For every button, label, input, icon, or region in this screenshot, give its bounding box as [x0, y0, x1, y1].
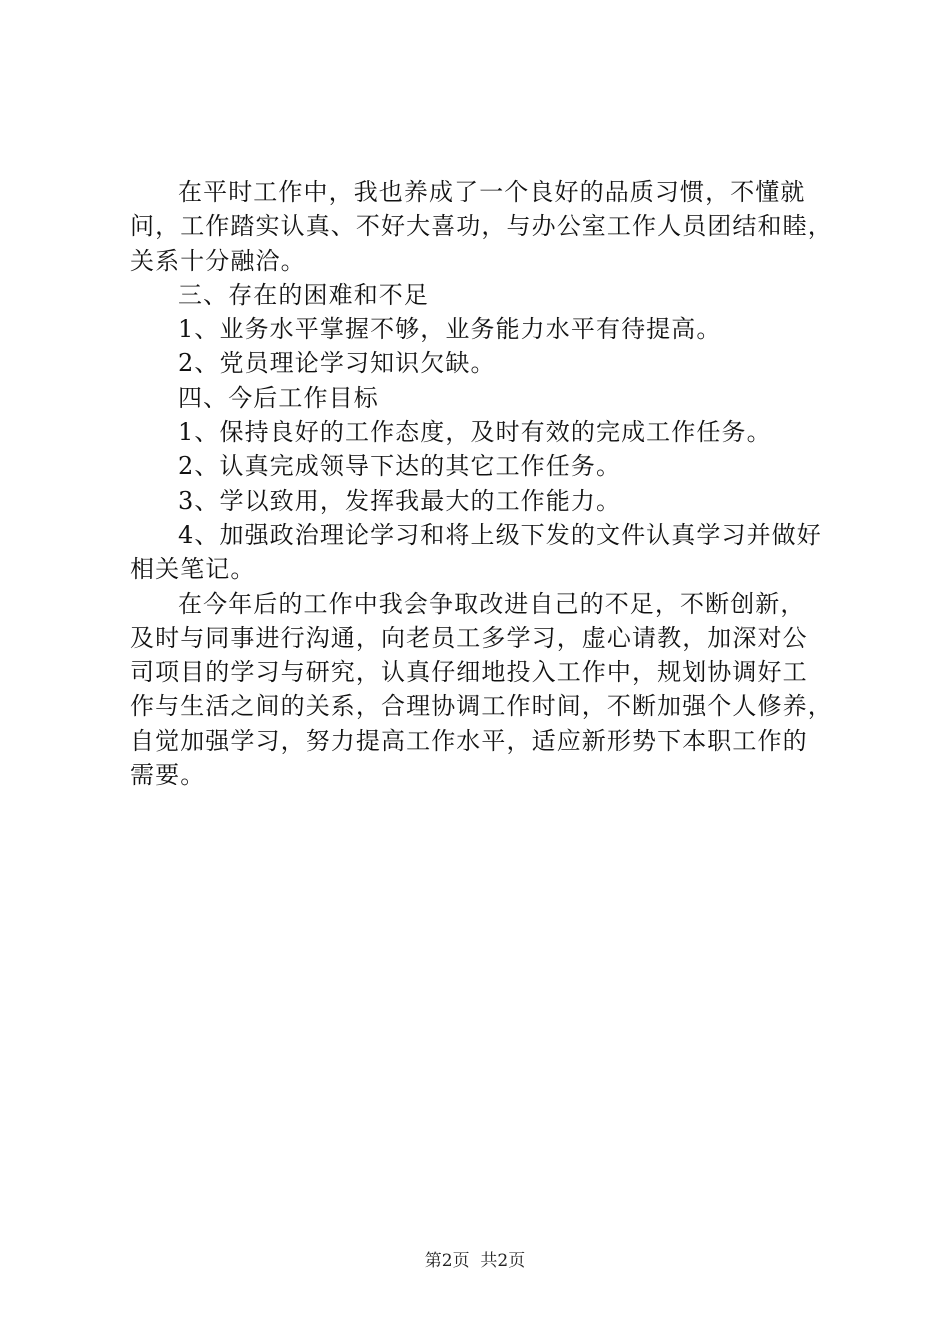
- paragraph-habits: [130, 175, 842, 278]
- paragraph-conclusion: [130, 587, 842, 793]
- text-line: 问，工作踏实认真、不好大喜功，与办公室工作人员团结和睦，: [130, 212, 833, 241]
- text-line: 关系十分融洽。: [130, 246, 306, 275]
- list-item: 1、业务水平掌握不够，业务能力水平有待提高。: [178, 315, 722, 344]
- text-line: 在今年后的工作中我会争取改进自己的不足，不断创新，: [178, 589, 806, 618]
- text-line: 在平时工作中，我也养成了一个良好的品质习惯，不懂就: [178, 178, 806, 206]
- section-heading-goals: 四、今后工作目标: [178, 383, 379, 412]
- page-footer: [0, 1246, 950, 1271]
- list-item: [130, 518, 842, 587]
- list-item: 3、学以致用，发挥我最大的工作能力。: [178, 486, 622, 515]
- list-item: 2、认真完成领导下达的其它工作任务。: [178, 452, 622, 481]
- text-line: 作与生活之间的关系，合理协调工作时间，不断加强个人修养，: [130, 692, 833, 721]
- list-item: 1、保持良好的工作态度，及时有效的完成工作任务。: [178, 418, 772, 447]
- text-line: 相关笔记。: [130, 555, 256, 584]
- text-line: 及时与同事进行沟通，向老员工多学习，虚心请教，加深对公: [130, 623, 808, 652]
- text-line: 自觉加强学习，努力提高工作水平，适应新形势下本职工作的: [130, 726, 808, 755]
- text-line: 4、加强政治理论学习和将上级下发的文件认真学习并做好: [178, 520, 822, 549]
- page-number-label: 第2页 共2页: [424, 1251, 526, 1271]
- text-line: 需要。: [130, 761, 206, 790]
- document-body: [130, 175, 842, 792]
- list-item: 2、党员理论学习知识欠缺。: [178, 349, 496, 378]
- text-line: 司项目的学习与研究，认真仔细地投入工作中，规划协调好工: [130, 658, 808, 687]
- section-heading-difficulties: 三、存在的困难和不足: [178, 280, 429, 309]
